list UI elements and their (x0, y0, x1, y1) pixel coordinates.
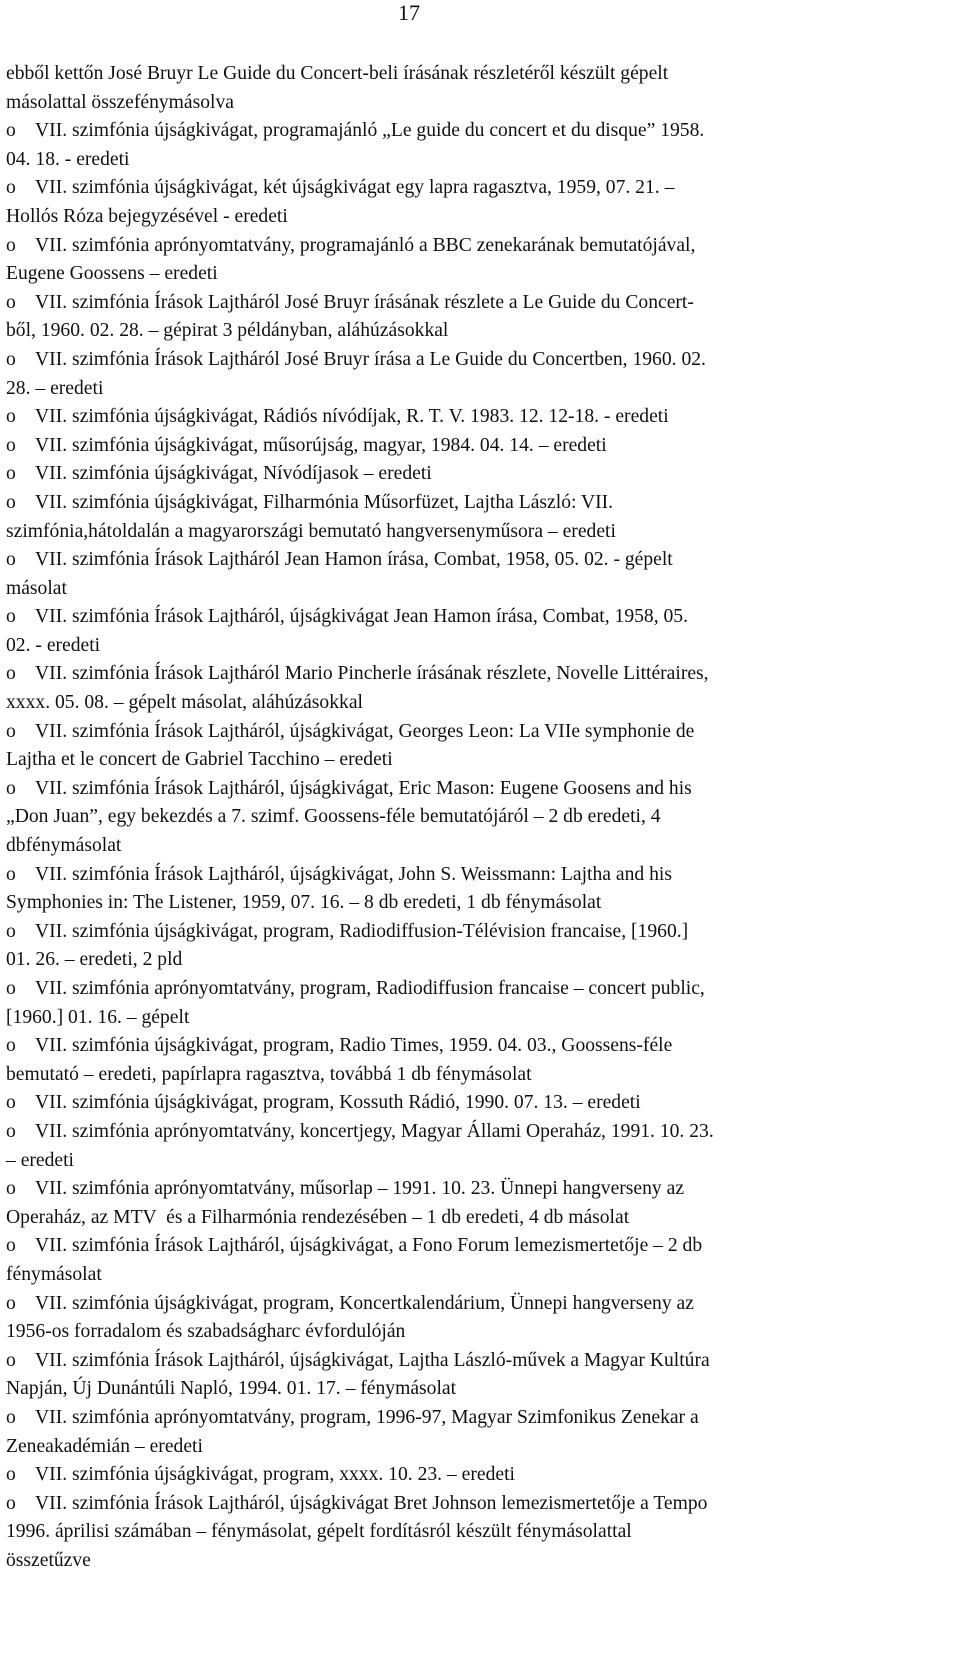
text-line: o VII. szimfónia újságkivágat, Rádiós nívódíjak, R. T. V. 1983. 12. 12-18. - eredeti (6, 406, 669, 428)
text-line: másolattal összefénymásolva (6, 91, 234, 113)
text-line: o VII. szimfónia újságkivágat, programajánló „Le guide du concert et du disque” 1958. (6, 120, 705, 142)
document-body (6, 60, 954, 1575)
text-line: szimfónia,hátoldalán a magyarországi bemutató hangversenyműsora – eredeti (6, 520, 616, 542)
text-line: „Don Juan”, egy bekezdés a 7. szimf. Goossens-féle bemutatójáról – 2 db eredeti, 4 (6, 806, 661, 828)
text-line: dbfénymásolat (6, 835, 122, 857)
text-line: Eugene Goossens – eredeti (6, 263, 218, 285)
text-line: o VII. szimfónia újságkivágat, Nívódíjasok – eredeti (6, 463, 432, 485)
text-line: Zeneakadémián – eredeti (6, 1435, 203, 1457)
text-line: o VII. szimfónia újságkivágat, két újságkivágat egy lapra ragasztva, 1959, 07. 21. – (6, 177, 675, 199)
text-line: o VII. szimfónia aprónyomtatvány, program, Radiodiffusion francaise – concert public, (6, 978, 705, 999)
text-line: o VII. szimfónia újságkivágat, program, xxxx. 10. 23. – eredeti (6, 1464, 515, 1486)
text-line: Symphonies in: The Listener, 1959, 07. 16. – 8 db eredeti, 1 db fénymásolat (6, 892, 602, 914)
text-line: o VII. szimfónia újságkivágat, program, Koncertkalendárium, Ünnepi hangverseny az (6, 1292, 694, 1314)
text-line: o VII. szimfónia Írások Lajtháról, újságkivágat, Georges Leon: La VIIe symphonie de (6, 720, 695, 742)
text-line: bemutató – eredeti, papírlapra ragasztva, továbbá 1 db fénymásolat (6, 1063, 532, 1085)
text-line: 1956-os forradalom és szabadságharc évfordulóján (6, 1321, 406, 1343)
text-line: [1960.] 01. 16. – gépelt (6, 1006, 190, 1028)
text-line: – eredeti (6, 1149, 74, 1171)
text-line: ebből kettőn José Bruyr Le Guide du Concert-beli írásának részletéről készült gépelt (6, 63, 669, 84)
text-line: o VII. szimfónia újságkivágat, program, Radio Times, 1959. 04. 03., Goossens-féle (6, 1035, 673, 1057)
text-line: o VII. szimfónia újságkivágat, műsorújság, magyar, 1984. 04. 14. – eredeti (6, 434, 607, 456)
text-line: o VII. szimfónia újságkivágat, program, Kossuth Rádió, 1990. 07. 13. – eredeti (6, 1092, 641, 1114)
text-line: o VII. szimfónia aprónyomtatvány, koncertjegy, Magyar Állami Operaház, 1991. 10. 23. (6, 1120, 714, 1142)
text-line: o VII. szimfónia újságkivágat, Filharmónia Műsorfüzet, Lajtha László: VII. (6, 491, 614, 513)
text-line: ből, 1960. 02. 28. – gépirat 3 példányban, aláhúzásokkal (6, 320, 449, 342)
text-line: o VII. szimfónia Írások Lajtháról, újságkivágat Bret Johnson lemezismertetője a Tempo (6, 1492, 708, 1514)
text-line: o VII. szimfónia Írások Lajtháról José Bruyr írása a Le Guide du Concertben, 1960. 02. (6, 348, 706, 370)
text-line: o VII. szimfónia aprónyomtatvány, program, 1996-97, Magyar Szimfonikus Zenekar a (6, 1406, 699, 1428)
text-line: o VII. szimfónia újságkivágat, program, Radiodiffusion-Télévision francaise, [1960.] (6, 920, 689, 942)
text-line: o VII. szimfónia Írások Lajtháról José Bruyr írásának részlete a Le Guide du Concert- (6, 291, 694, 313)
text-line: 02. - eredeti (6, 634, 101, 656)
page-number: 17 (398, 0, 420, 25)
text-line: o VII. szimfónia aprónyomtatvány, műsorlap – 1991. 10. 23. Ünnepi hangverseny az (6, 1178, 685, 1200)
text-line: o VII. szimfónia Írások Lajtháról, újságkivágat, Eric Mason: Eugene Goosens and his (6, 777, 692, 799)
text-line: Operaház, az MTV és a Filharmónia rendezésében – 1 db eredeti, 4 db másolat (6, 1206, 630, 1228)
text-line: o VII. szimfónia aprónyomtatvány, programajánló a BBC zenekarának bemutatójával, (6, 234, 696, 256)
text-line: o VII. szimfónia Írások Lajtháról Mario Pincherle írásának részlete, Novelle Littéraires, (6, 663, 709, 685)
text-line: fénymásolat (6, 1263, 102, 1285)
text-line: Lajtha et le concert de Gabriel Tacchino – eredeti (6, 749, 393, 771)
text-line: Napján, Új Dunántúli Napló, 1994. 01. 17. – fénymásolat (6, 1378, 457, 1400)
text-line: 04. 18. - eredeti (6, 148, 130, 170)
text-line: 28. – eredeti (6, 377, 104, 399)
text-line: o VII. szimfónia Írások Lajtháról, újságkivágat, John S. Weissmann: Lajtha and his (6, 863, 672, 885)
text-line: xxxx. 05. 08. – gépelt másolat, aláhúzásokkal (6, 692, 363, 714)
text-line: másolat (6, 577, 67, 599)
text-line: o VII. szimfónia Írások Lajtháról Jean Hamon írása, Combat, 1958, 05. 02. - gépelt (6, 549, 673, 571)
text-line: összetűzve (6, 1549, 91, 1571)
text-line: 1996. áprilisi számában – fénymásolat, gépelt fordításról készült fénymásolattal (6, 1521, 632, 1543)
text-line: 01. 26. – eredeti, 2 pld (6, 949, 183, 971)
text-line: o VII. szimfónia Írások Lajtháról, újságkivágat, a Fono Forum lemezismertetője – 2 db (6, 1235, 703, 1257)
text-line: o VII. szimfónia Írások Lajtháról, újságkivágat Jean Hamon írása, Combat, 1958, 05. (6, 606, 688, 628)
text-line: o VII. szimfónia Írások Lajtháról, újságkivágat, Lajtha László-művek a Magyar Kultúra (6, 1349, 710, 1371)
text-line: Hollós Róza bejegyzésével - eredeti (6, 205, 288, 227)
